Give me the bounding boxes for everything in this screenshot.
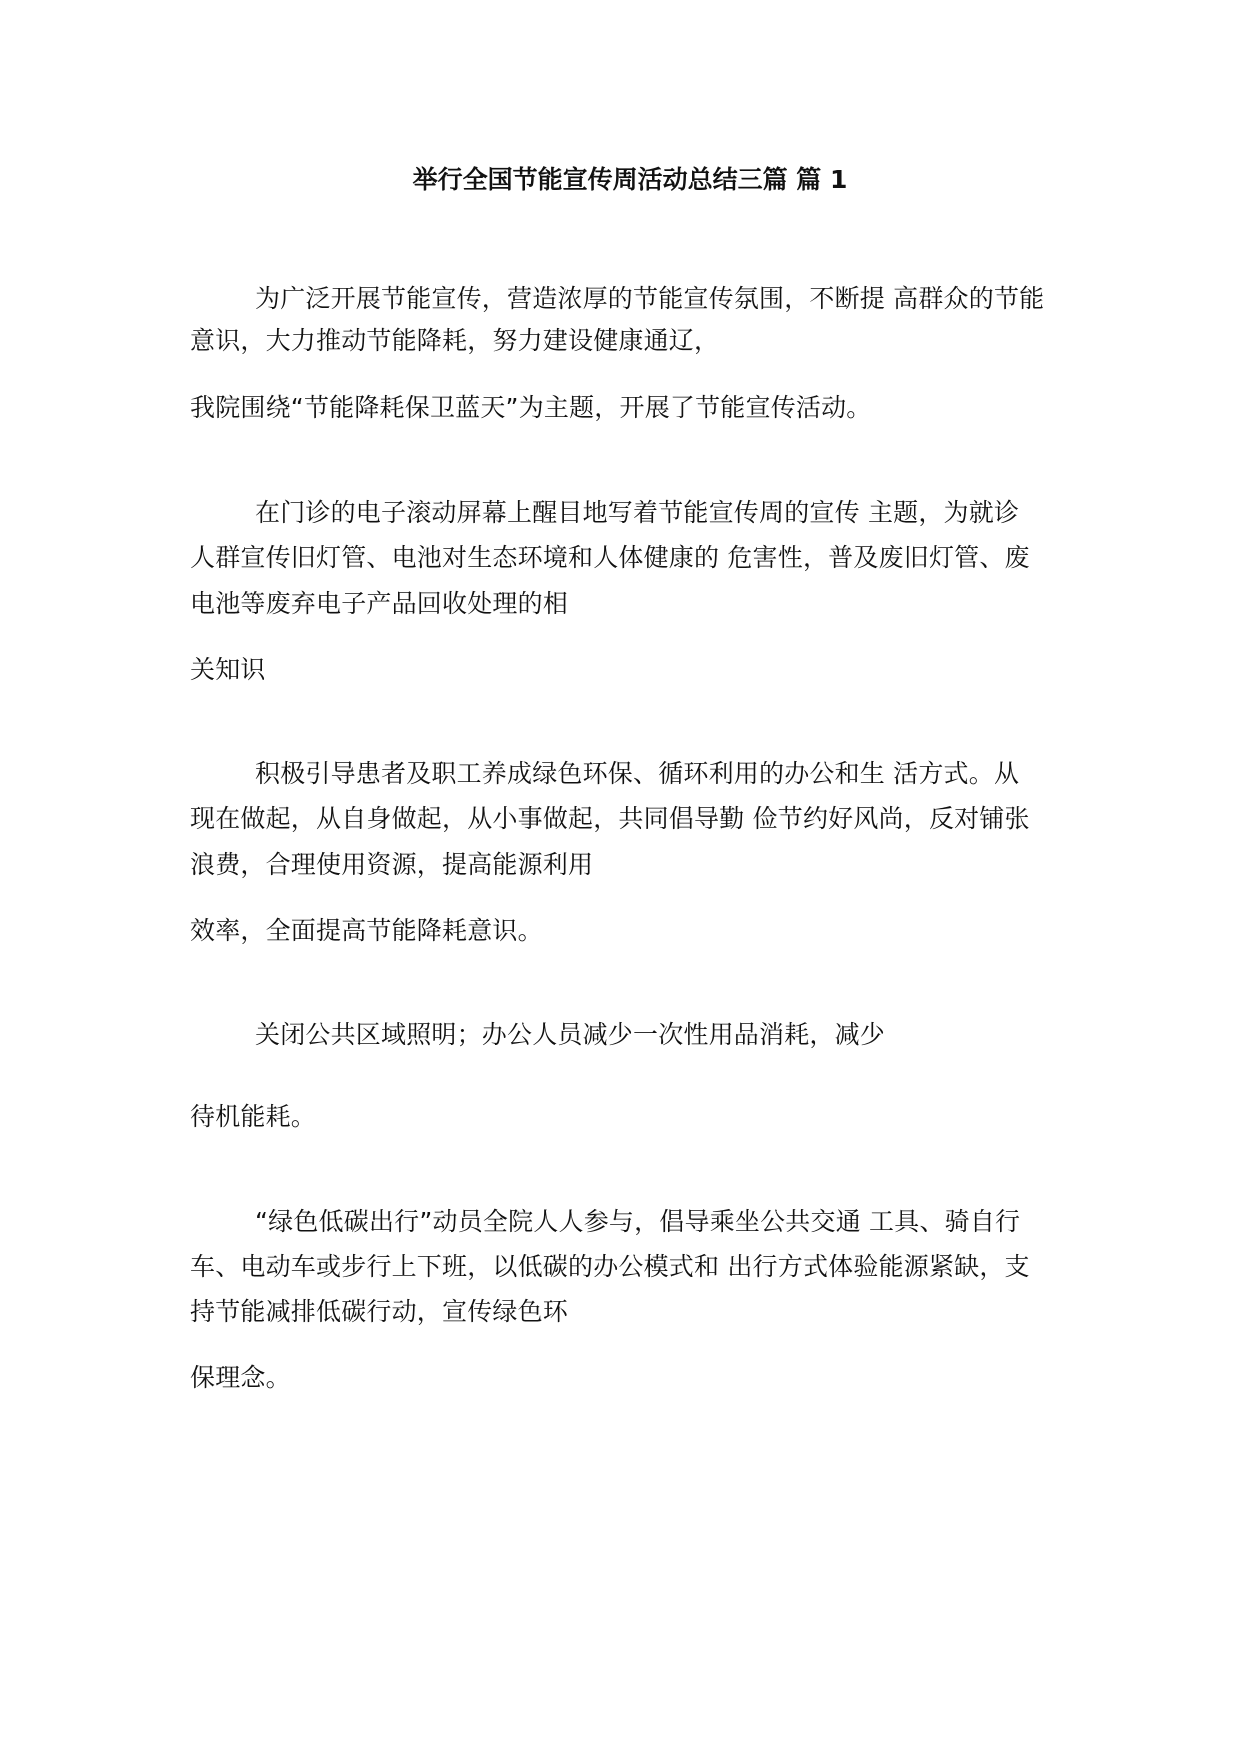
paragraph-3-line-1: 在门诊的电子滚动屏幕上醒目地写着节能宣传周的宣传 主题，为就诊 bbox=[255, 498, 1020, 527]
paragraph-9-line-3: 持节能减排低碳行动，宣传绿色环 bbox=[190, 1297, 569, 1326]
paragraph-5-line-3: 浪费，合理使用资源，提高能源利用 bbox=[190, 850, 594, 879]
paragraph-3-line-3: 电池等废弃电子产品回收处理的相 bbox=[190, 589, 569, 618]
paragraph-7-line-1: 关闭公共区域照明；办公人员减少一次性用品消耗，减少 bbox=[255, 1020, 886, 1049]
document-title: 举行全国节能宣传周活动总结三篇 篇 1 bbox=[412, 165, 848, 194]
paragraph-6-line-1: 效率，全面提高节能降耗意识。 bbox=[190, 916, 543, 945]
paragraph-4-line-1: 关知识 bbox=[190, 655, 266, 684]
paragraph-3-line-2: 人群宣传旧灯管、电池对生态环境和人体健康的 危害性，普及废旧灯管、废 bbox=[190, 543, 1030, 572]
paragraph-2-line-1: 我院围绕“节能降耗保卫蓝天”为主题，开展了节能宣传活动。 bbox=[190, 393, 872, 422]
paragraph-9-line-1: “绿色低碳出行”动员全院人人参与，倡导乘坐公共交通 工具、骑自行 bbox=[255, 1207, 1021, 1236]
paragraph-5-line-1: 积极引导患者及职工养成绿色环保、循环利用的办公和生 活方式。从 bbox=[255, 759, 1020, 788]
paragraph-10-line-1: 保理念。 bbox=[190, 1363, 291, 1392]
paragraph-1-line-1: 为广泛开展节能宣传，营造浓厚的节能宣传氛围，不断提 高群众的节能 bbox=[255, 284, 1045, 313]
paragraph-5-line-2: 现在做起，从自身做起，从小事做起，共同倡导勤 俭节约好风尚，反对铺张 bbox=[190, 804, 1030, 833]
paragraph-1-line-2: 意识，大力推动节能降耗，努力建设健康通辽， bbox=[190, 326, 720, 355]
paragraph-9-line-2: 车、电动车或步行上下班，以低碳的办公模式和 出行方式体验能源紧缺，支 bbox=[190, 1252, 1030, 1281]
paragraph-8-line-1: 待机能耗。 bbox=[190, 1102, 317, 1131]
